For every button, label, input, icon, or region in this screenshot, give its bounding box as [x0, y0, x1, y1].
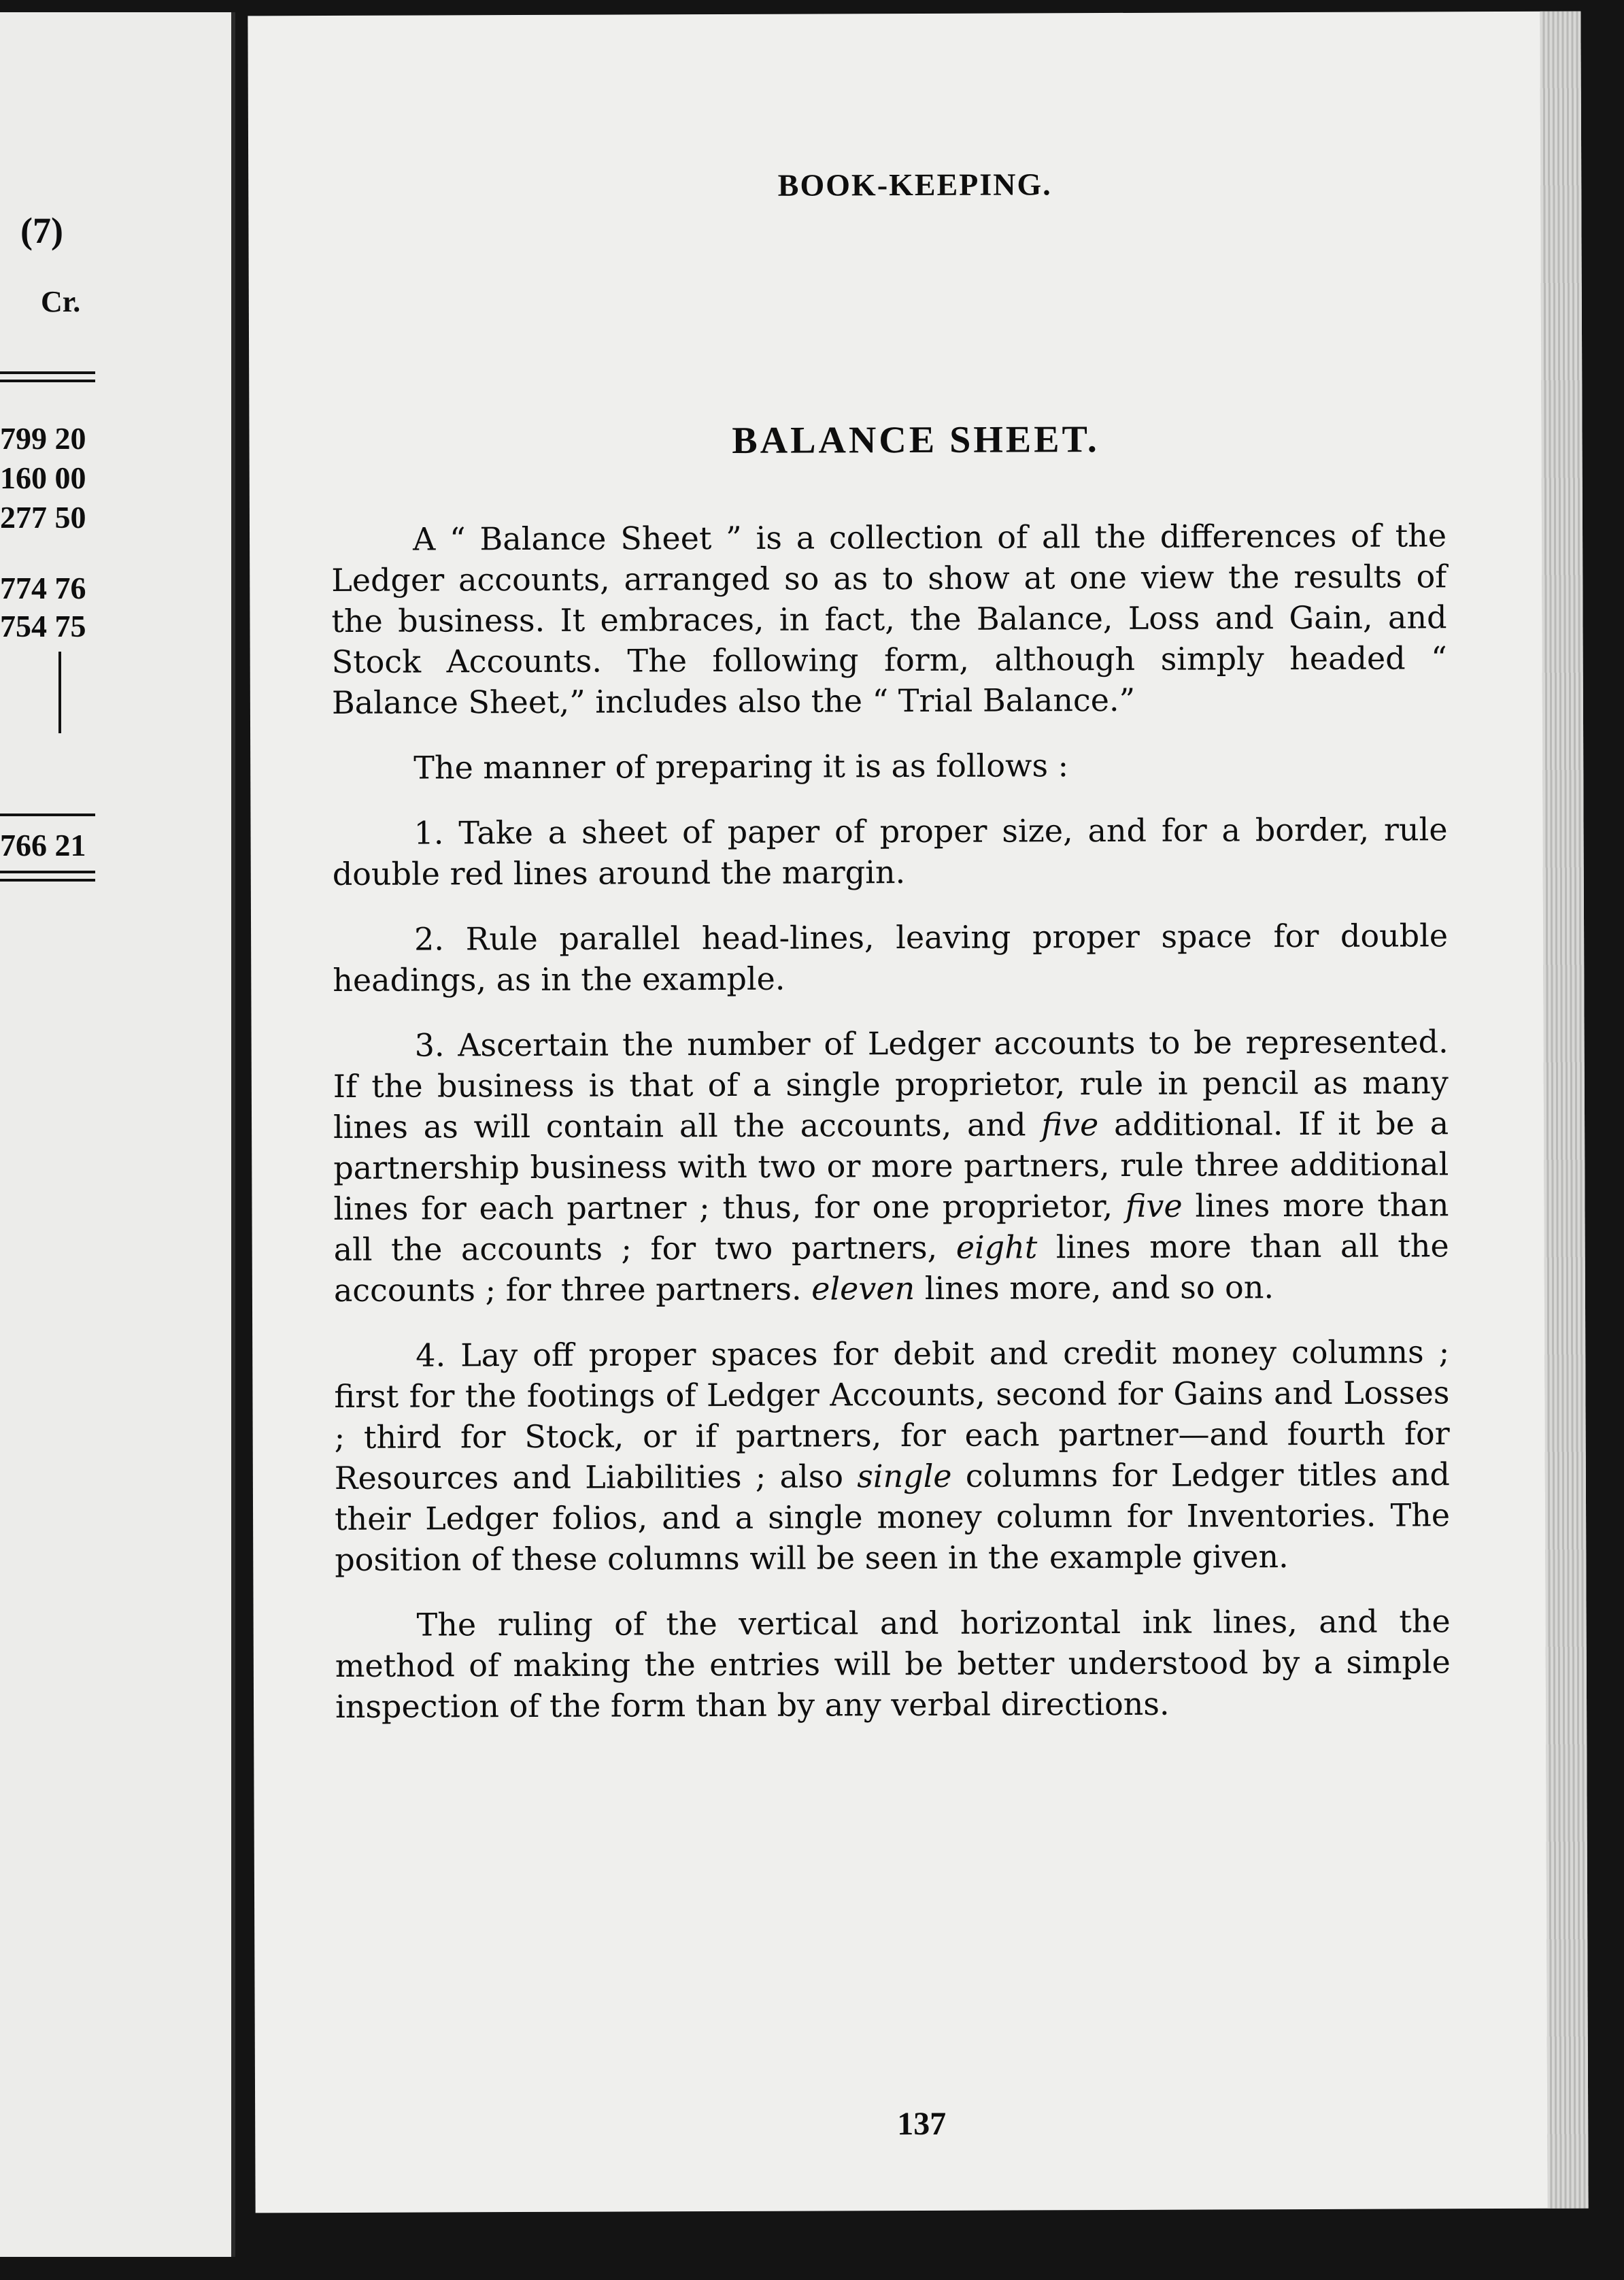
step-4-text: 4. Lay off proper spaces for debit and credit money columns ; first for the footings of Ledger Accounts, second for Gains and Losses ; third for Stock, or if partners, for each partner—and fourth for Resources and Liabilities ; also	[334, 1333, 1450, 1496]
ledger-amount: 799 20	[0, 421, 86, 456]
page-edge	[1540, 12, 1588, 2209]
step-3-text: lines more than all the accounts ; for two partners,	[333, 1186, 1449, 1269]
step-3-text: additional. If it be a partnership business with two or more partners, rule three additional lines for each partner ; thus, for one proprietor,	[333, 1105, 1449, 1228]
paragraph-step-1: 1. Take a sheet of paper of proper size, and for a border, rule double red lines around the margin.	[332, 811, 1448, 893]
running-head: BOOK-KEEPING.	[777, 167, 1052, 203]
step-3-text: lines more, and so on.	[924, 1269, 1274, 1307]
body-text	[331, 515, 1451, 1751]
ledger-amount: 774 76	[0, 571, 86, 605]
column-divider	[58, 652, 61, 733]
emphasis-eleven: eleven	[811, 1270, 915, 1307]
paragraph-step-4	[334, 1331, 1450, 1580]
page-number: 137	[897, 2105, 947, 2143]
paragraph-step-3	[333, 1021, 1449, 1311]
step-3-text: lines more than all the accounts ; for three partners.	[333, 1227, 1449, 1309]
ledger-amount: 160 00	[0, 460, 86, 495]
step-3-text: 3. Ascertain the number of Ledger accounts to be represented. If the business is that of a single proprietor, rule in pencil as many lines as will contain all the accounts, and	[333, 1023, 1449, 1146]
emphasis-single: single	[857, 1457, 952, 1495]
emphasis-five: five	[1125, 1187, 1183, 1224]
page-marker: (7)	[20, 210, 63, 251]
ledger-total: 766 21	[0, 828, 86, 862]
facing-page-fragment	[0, 12, 235, 2257]
paragraph-step-2: 2. Rule parallel head-lines, leaving proper space for double headings, as in the example.	[333, 917, 1449, 999]
paragraph-intro: A “ Balance Sheet ” is a collection of all the differences of the Ledger accounts, arranged so as to show at one view the results of the business. It embraces, in fact, the Balance, Loss and Gain, and Stock Accounts. The following form, although simply headed “ Balance Sheet,” includes also the “ Trial Balance.”	[331, 517, 1447, 722]
total-double-rule	[0, 871, 95, 873]
emphasis-eight: eight	[955, 1228, 1038, 1266]
section-title: BALANCE SHEET.	[732, 418, 1100, 462]
credit-column-label: Cr.	[41, 285, 81, 318]
emphasis-five: five	[1041, 1106, 1099, 1143]
total-rule	[0, 814, 95, 816]
step-4-text: columns for Ledger titles and their Ledger folios, and a single money column for Inventories. The position of these columns will be seen in the example given.	[334, 1456, 1451, 1578]
paragraph-manner: The manner of preparing it is as follows :	[413, 747, 1069, 786]
ledger-rule	[0, 380, 95, 382]
ledger-amount: 277 50	[0, 500, 86, 535]
ledger-amount: 754 75	[0, 609, 86, 643]
total-double-rule	[0, 879, 95, 882]
book-page	[248, 12, 1588, 2213]
paragraph-closing: The ruling of the vertical and horizontal ink lines, and the method of making the entries will be better understood by a simple inspection of the form than by any verbal directions.	[335, 1603, 1451, 1725]
ledger-rule	[0, 371, 95, 374]
